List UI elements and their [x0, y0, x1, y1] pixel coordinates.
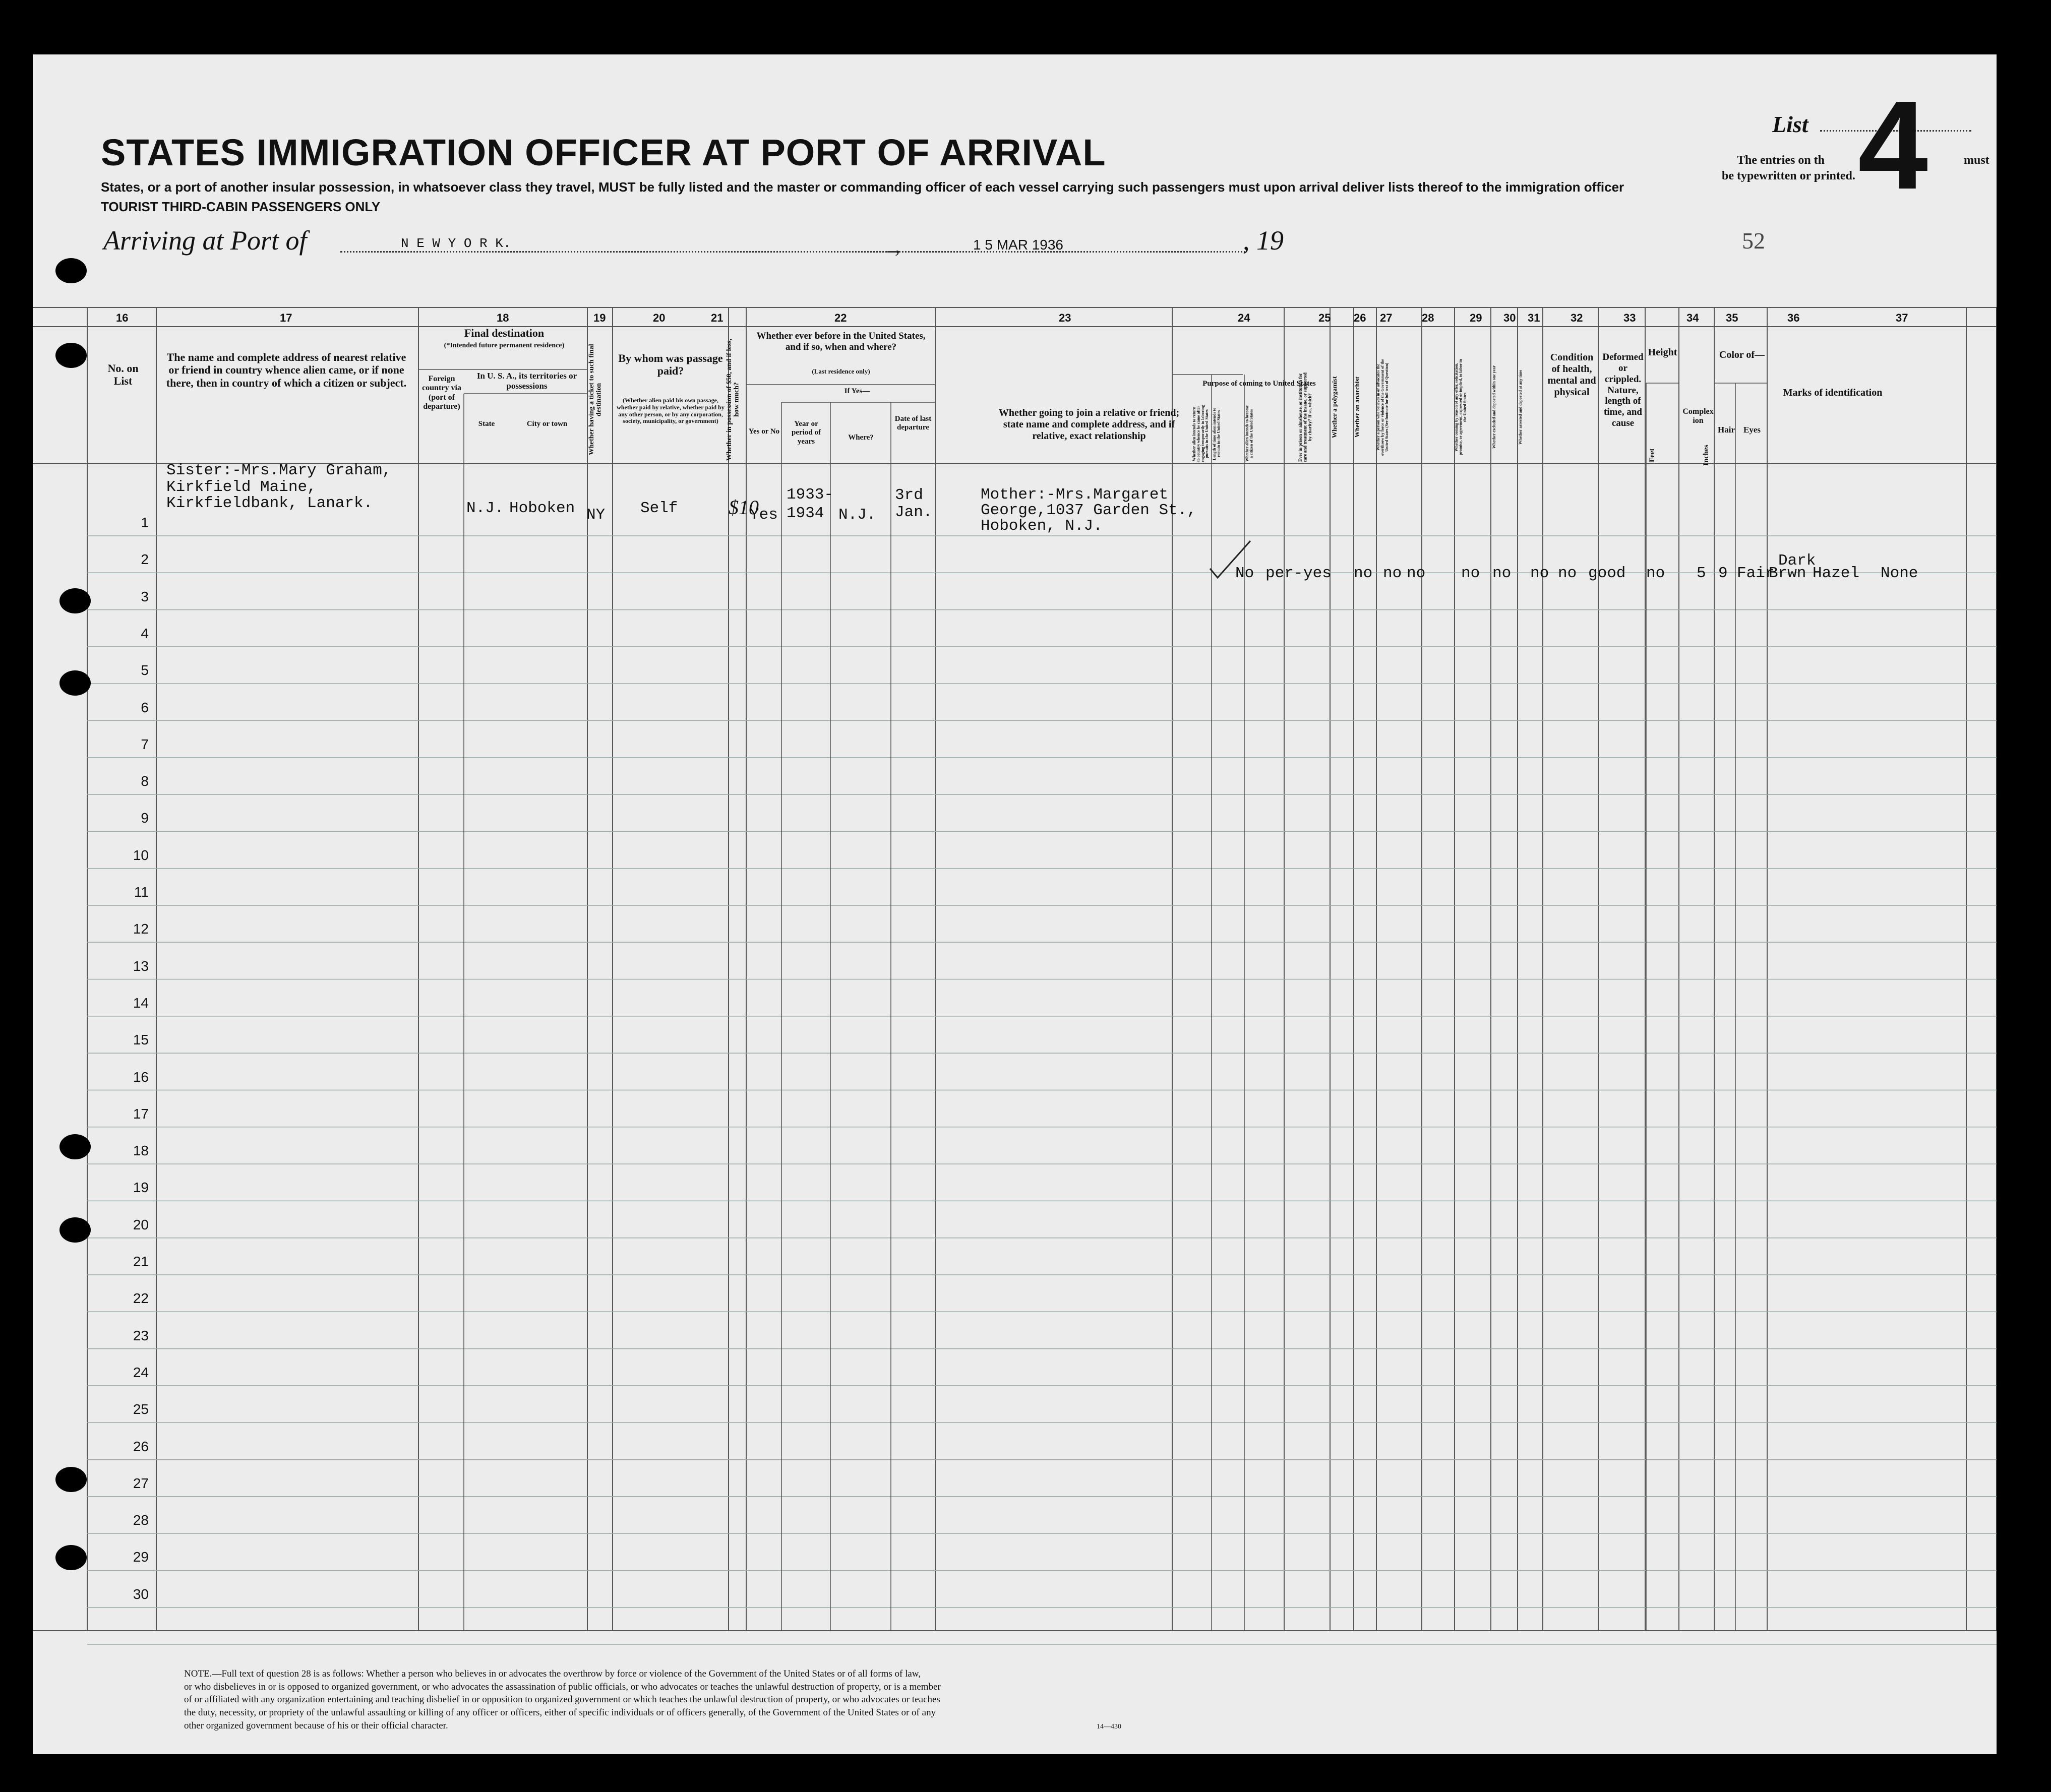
col-number-21: 21 [711, 312, 723, 324]
col-number-36: 36 [1787, 312, 1800, 324]
port-comma: , [895, 234, 900, 257]
col-number-18: 18 [497, 312, 509, 324]
entry-state: N.J. [466, 500, 504, 517]
col-number-25: 25 [1318, 312, 1331, 324]
col-number-16: 16 [116, 312, 129, 324]
entries-note-1: The entries on th [1737, 154, 1825, 167]
entry-departure [895, 487, 932, 521]
header-purpose-length: Length of time alien intends to remain in the United States [1212, 407, 1221, 460]
row-number: 24 [133, 1364, 149, 1380]
header-state: State [478, 420, 495, 428]
entry-excluded: no [1530, 565, 1549, 582]
entry-prison: no [1354, 565, 1373, 582]
col-number-28: 28 [1422, 312, 1434, 324]
punch-hole [55, 1467, 87, 1492]
row-number: 18 [133, 1143, 149, 1159]
punch-hole [55, 343, 87, 368]
header-usa: In U. S. A., its territories or possessions [476, 371, 577, 391]
header-before-us-sub: (Last residence only) [812, 367, 870, 375]
row-number: 28 [133, 1512, 149, 1528]
footnote-line: NOTE.—Full text of question 28 is as follows: Whether a person who believes in or advocates the overthrow by force or violence of the Government of the United States or of all forms of law, [184, 1669, 921, 1679]
header-no-on-list: No. on List [107, 362, 139, 388]
row-number: 8 [141, 773, 149, 789]
entry-citizen: yes [1303, 565, 1332, 582]
entry-departure-line: 3rd [895, 486, 923, 504]
header-relative: The name and complete address of nearest relative or friend in country whence alien came, or if none there, then in country of which a citizen or subject. [166, 351, 407, 389]
list-label: List [1772, 111, 1808, 137]
row-number: 19 [133, 1180, 149, 1196]
punch-hole [59, 1217, 91, 1243]
form-subtitle: States, or a port of another insular possession, in whatsoever class they travel, MUST be fully listed and the master or commanding officer of each vessel carrying such passengers must upon arrival deliver lists thereof to the immigration officer [101, 179, 1624, 195]
col-number-26: 26 [1354, 312, 1366, 324]
header-purpose: Purpose of coming to United States [1202, 380, 1316, 388]
page-number: 52 [1742, 228, 1765, 254]
entry-labor-offer: no [1492, 565, 1512, 582]
header-labor-offer: Whether coming by reason of any offer, solicitation, promise, or agreement, expressed or implied, to labor in the United States [1454, 359, 1467, 456]
col-number-33: 33 [1623, 312, 1636, 324]
entries-note-2: must [1964, 154, 1989, 167]
row-number: 25 [133, 1401, 149, 1417]
row-number: 20 [133, 1216, 149, 1232]
entry-departure-line: Jan. [895, 504, 933, 522]
header-where: Where? [848, 434, 874, 442]
port-value: N E W Y O R K. [401, 236, 511, 251]
header-overthrow: Whether a person who believes in or advocates the overthrow by force or violence of the Government of the United States (See footnote for full text of Question) [1376, 359, 1389, 456]
row-number: 29 [133, 1549, 149, 1565]
list-number: 4 [1858, 75, 1928, 215]
col-number-20: 20 [653, 312, 666, 324]
header-health: Condition of health, mental and physical [1547, 352, 1596, 398]
entry-ticket: NY [586, 506, 606, 524]
row-number: 26 [133, 1438, 149, 1454]
header-height: Height [1648, 347, 1677, 358]
entry-joining-line: Mother:-Mrs.Margaret [981, 486, 1169, 504]
row-number: 15 [133, 1032, 149, 1048]
header-years: Year or period of years [792, 420, 821, 446]
punch-hole [59, 1134, 91, 1159]
row-number: 2 [141, 551, 149, 568]
col-number-22: 22 [834, 312, 847, 324]
entry-city: Hoboken [509, 500, 575, 517]
col-number-17: 17 [280, 312, 292, 324]
entry-money: $10 [729, 496, 759, 519]
footnote-line: of or affiliated with any organization entertaining and teaching disbelief in or opposition to organized government or which teaches the unlawful destruction of property, or who advocates or teaches [184, 1694, 940, 1705]
row-number: 16 [133, 1069, 149, 1085]
header-complexion: Complexion [1682, 407, 1714, 425]
row-number: 11 [134, 884, 149, 900]
header-joining: Whether going to join a relative or friend; state name and complete address, and if relative, exact relationship [998, 407, 1180, 442]
col-number-30: 30 [1503, 312, 1516, 324]
header-date-departure: Date of last departure [894, 415, 932, 432]
col-number-37: 37 [1896, 312, 1908, 324]
col-number-23: 23 [1059, 312, 1071, 324]
entry-hair-2: Brwn [1769, 565, 1806, 582]
form-title: STATES IMMIGRATION OFFICER AT PORT OF ARRIVAL [101, 132, 1106, 173]
entry-anarchist: no [1407, 565, 1426, 582]
entry-feet: 5 [1697, 565, 1706, 582]
row-number: 9 [141, 810, 149, 826]
row-number: 21 [133, 1254, 149, 1269]
entry-deformed: no [1646, 565, 1665, 582]
col-number-35: 35 [1726, 312, 1738, 324]
header-purpose-return: Whether alien intends to return to country whence he came after engaging temporarily in laboring pursuits in the United States [1192, 405, 1210, 463]
entry-return: No [1235, 565, 1254, 582]
entry-deported: no [1558, 565, 1577, 582]
entry-relative-line: Kirkfield Maine, [166, 478, 317, 496]
header-eyes: Eyes [1743, 425, 1761, 435]
row-number: 7 [141, 736, 149, 752]
punch-hole [55, 1545, 87, 1570]
row-number: 17 [133, 1105, 149, 1122]
row-number: 3 [141, 588, 149, 604]
punch-hole [59, 670, 91, 696]
entry-complexion: Fair [1737, 565, 1775, 582]
footnote-line: or who disbelieves in or is opposed to organized government, or who advocates the assassination of public officials, or who advocates or teaches the unlawful destruction of property, or is a member [184, 1681, 941, 1692]
entry-relative-line: Kirkfieldbank, Lanark. [166, 495, 373, 513]
header-yes-no: Yes or No [748, 427, 780, 436]
grid-lines [33, 54, 1997, 1754]
header-inches: Inches [1702, 445, 1710, 466]
header-color: Color of— [1719, 349, 1765, 360]
row-number: 5 [141, 662, 149, 678]
entry-where: N.J. [838, 506, 876, 524]
row-number: 6 [141, 699, 149, 715]
col-number-32: 32 [1571, 312, 1583, 324]
entry-joining [981, 487, 1196, 534]
entry-paid-by: Self [640, 500, 678, 517]
header-final-destination: Final destination [464, 327, 545, 339]
entry-marks: None [1881, 565, 1918, 582]
header-money: Whether in possession of $50, and if less, how much? [726, 338, 741, 461]
entry-hair-1: Dark [1778, 552, 1816, 570]
entry-joining-line: Hoboken, N.J. [981, 517, 1103, 535]
header-foreign-country: Foreign country via (port of departure) [422, 375, 461, 411]
footnote-line: the duty, necessity, or propriety of the unlawful assaulting or killing of any officer or officers, either of specific individuals or of officers generally, of the Government of the United States or of any [184, 1707, 936, 1718]
entry-length: per- [1265, 565, 1303, 582]
row-number: 1 [141, 515, 149, 530]
col-number-27: 27 [1380, 312, 1393, 324]
row-number: 13 [133, 958, 149, 974]
row-number: 23 [133, 1327, 149, 1343]
col-number-29: 29 [1470, 312, 1482, 324]
row-number: 27 [133, 1475, 149, 1491]
date-stamp: 1 5 MAR 1936 [973, 237, 1063, 253]
col-number-24: 24 [1238, 312, 1250, 324]
entry-years-line: 1934 [787, 505, 824, 523]
header-hair: Hair [1718, 425, 1735, 435]
row-number: 12 [133, 921, 149, 937]
arriving-label: Arriving at Port of [103, 225, 307, 256]
entry-before: Yes [750, 506, 778, 524]
row-number: 14 [133, 995, 149, 1011]
row-number: 4 [141, 625, 149, 641]
entry-joining-line: George,1037 Garden St., [981, 502, 1196, 519]
header-anarchist: Whether an anarchist [1353, 377, 1361, 438]
row-number: 10 [133, 847, 149, 863]
entry-eyes: Hazel [1813, 565, 1860, 582]
footnote [184, 1667, 941, 1732]
header-excluded: Whether excluded and deported within one year [1492, 365, 1496, 449]
class-line: TOURIST THIRD-CABIN PASSENGERS ONLY [101, 199, 381, 214]
entry-relative [166, 463, 391, 512]
entry-overthrow: no [1461, 565, 1480, 582]
header-marks: Marks of identification [1783, 387, 1883, 398]
row-number: 22 [133, 1290, 149, 1307]
row-number: 30 [133, 1586, 149, 1602]
manifest-sheet [33, 54, 1997, 1754]
header-polygamist: Whether a polygamist [1331, 376, 1338, 439]
header-ticket: Whether having a ticket to such final destination [588, 344, 603, 456]
entry-polygamist: no [1383, 565, 1402, 582]
header-prison: Ever in prison or almshouse, or institution for care and treatment of the insane, or supported by charity? If so, which? [1298, 373, 1312, 462]
header-final-destination-sub: (*Intended future permanent residence) [444, 342, 565, 349]
punch-hole [55, 258, 87, 283]
entries-note-3: be typewritten or printed. [1722, 169, 1855, 182]
entry-years [787, 485, 833, 523]
header-if-yes: If Yes— [844, 387, 870, 395]
entry-health: good [1588, 565, 1626, 582]
col-number-34: 34 [1686, 312, 1699, 324]
entry-inches: 9 [1718, 565, 1728, 582]
header-before-us: Whether ever before in the United States, and if so, when and where? [756, 331, 926, 352]
col-number-31: 31 [1528, 312, 1540, 324]
col-number-19: 19 [593, 312, 606, 324]
punch-hole [59, 588, 91, 613]
form-code: 14—430 [1097, 1723, 1121, 1731]
header-feet: Feet [1648, 448, 1656, 462]
header-city: City or town [526, 420, 568, 428]
header-deported: Whether arrested and deported at any time [1518, 369, 1523, 445]
header-paid-by: By whom was passage paid? [618, 352, 723, 378]
entry-years-line: 1933- [787, 486, 834, 504]
year-prefix: , 19 [1243, 225, 1284, 256]
footnote-line: other organized government because of his or their official character. [184, 1720, 448, 1731]
header-deformed: Deformed or crippled. Nature, length of time, and cause [1602, 352, 1644, 429]
header-purpose-citizen: Whether alien intends to become a citizen of the United States [1245, 405, 1254, 462]
entry-relative-line: Sister:-Mrs.Mary Graham, [166, 462, 392, 479]
header-paid-by-sub: (Whether alien paid his own passage, whether paid by relative, whether paid by any other person, or by any corporation, society, municipality, or government) [617, 397, 725, 425]
